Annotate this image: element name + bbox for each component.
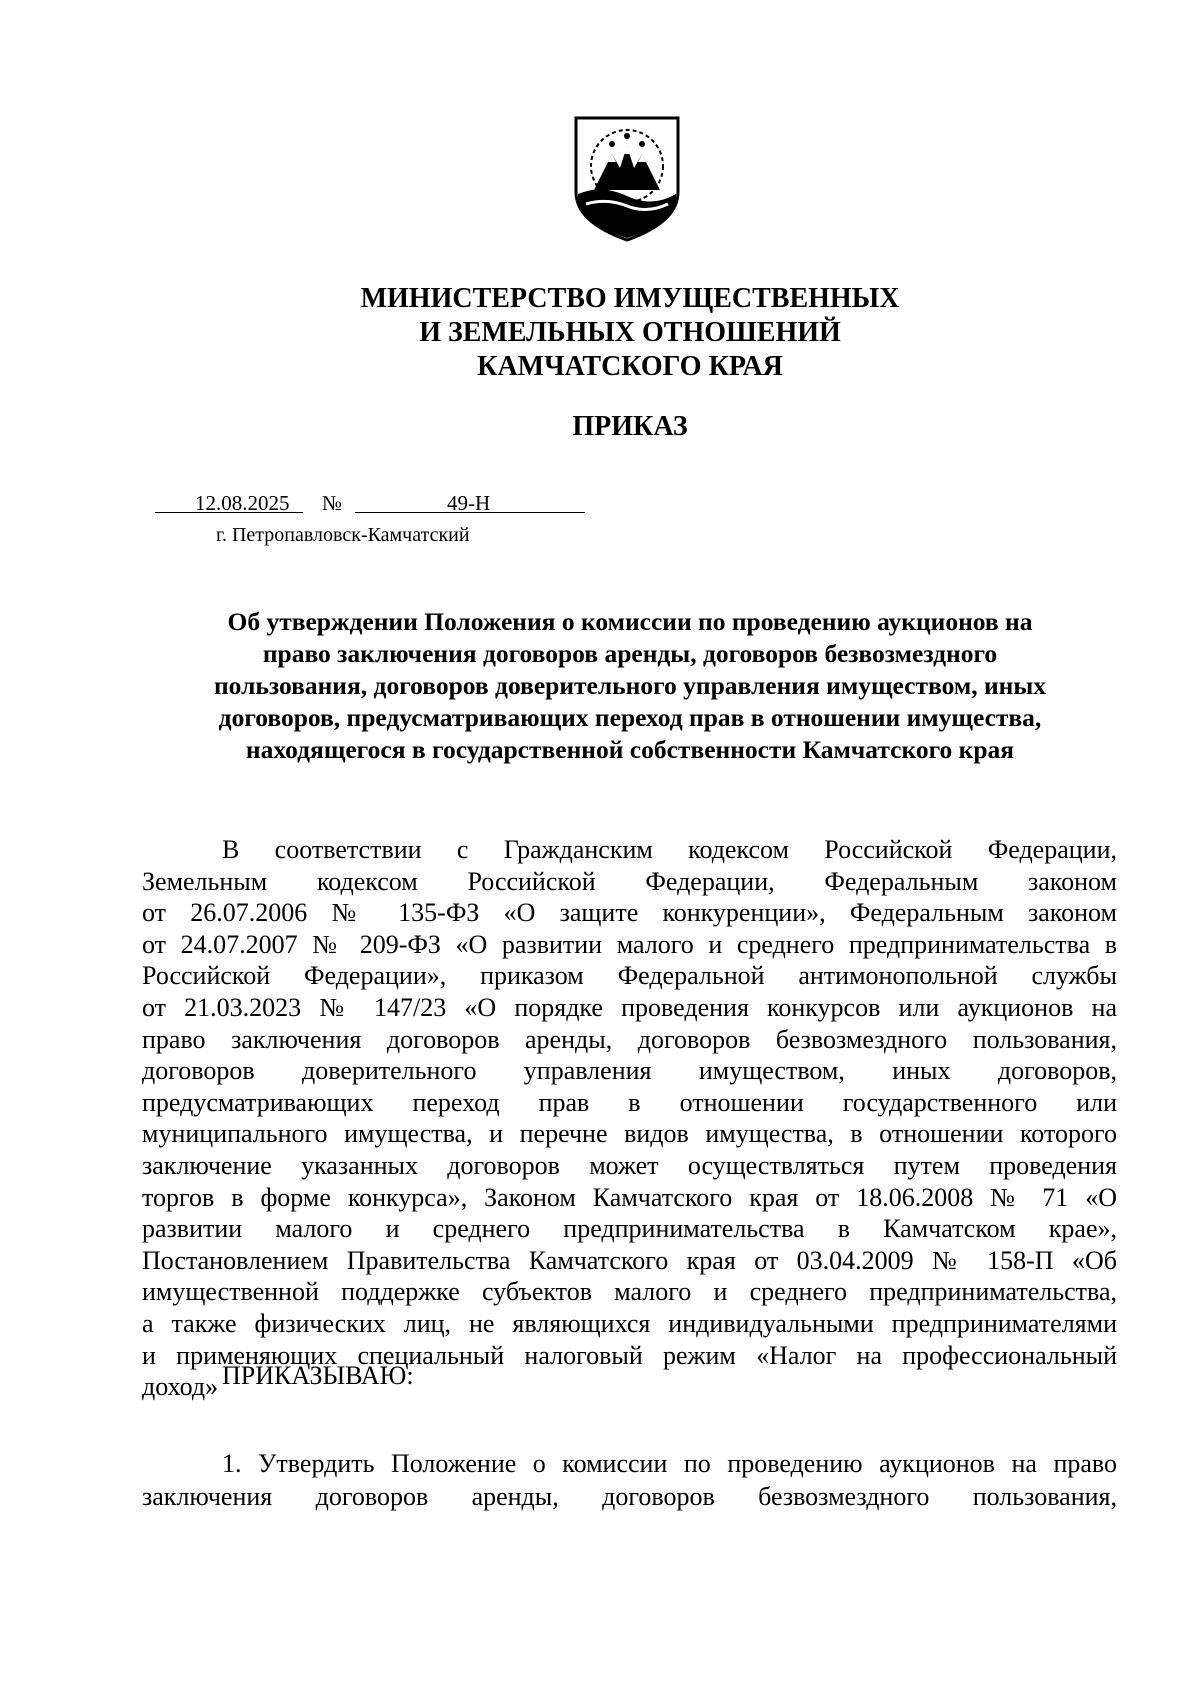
order-word: ПРИКАЗЫВАЮ:	[222, 1361, 414, 1390]
order-subject	[140, 606, 1120, 766]
preamble-line: а также физических лиц, не являющихся индивидуальными предпринимателями	[142, 1308, 1117, 1338]
preamble-line: В соответствии с Гражданским кодексом Российской Федерации,	[222, 835, 1117, 864]
subject-line: договоров, предусматривающих переход прав в отношении имущества,	[218, 703, 1042, 732]
preamble-line: от 21.03.2023 № 147/23 «О порядке проведения конкурсов или аукционов на	[142, 992, 1117, 1022]
preamble-line: доход»	[142, 1372, 219, 1402]
point-line: заключения договоров аренды, договоров безвозмездного пользования,	[142, 1482, 1117, 1511]
preamble-line: от 24.07.2007 № 209-ФЗ «О развитии малого и среднего предпринимательства в	[142, 929, 1117, 959]
ministry-line-2: И ЗЕМЕЛЬНЫХ ОТНОШЕНИЙ	[419, 317, 841, 348]
preamble-line: торгов в форме конкурса», Законом Камчатского края от 18.06.2008 № 71 «О	[142, 1182, 1117, 1212]
preamble-line: Постановлением Правительства Камчатского края от 03.04.2009 № 158-П «Об	[142, 1245, 1117, 1275]
order-point-1	[142, 1447, 1117, 1513]
preamble-paragraph	[142, 834, 1117, 1403]
document-type: ПРИКАЗ	[572, 411, 688, 442]
subject-line: Об утверждении Положения о комиссии по проведению аукционов на	[227, 607, 1033, 636]
ministry-line-3: КАМЧАТСКОГО КРАЯ	[477, 351, 783, 382]
order-date: 12.08.2025	[195, 491, 290, 515]
order-number-sign: №	[322, 491, 343, 515]
number-underline	[355, 512, 585, 513]
point-line: 1. Утвердить Положение о комиссии по проведению аукционов на право	[222, 1449, 1117, 1478]
preamble-line: имущественной поддержке субъектов малого и среднего предпринимательства,	[142, 1277, 1117, 1307]
date-underline	[155, 512, 303, 513]
preamble-line: Российской Федерации», приказом Федеральной антимонопольной службы	[142, 961, 1117, 991]
preamble-line: муниципального имущества, и перечне видов имущества, в отношении которого	[142, 1119, 1117, 1149]
preamble-line: от 26.07.2006 № 135-ФЗ «О защите конкуренции», Федеральным законом	[142, 898, 1117, 928]
preamble-line: предусматривающих переход прав в отношении государственного или	[142, 1087, 1117, 1117]
preamble-line: право заключения договоров аренды, договоров безвозмездного пользования,	[142, 1024, 1117, 1054]
ministry-line-1: МИНИСТЕРСТВО ИМУЩЕСТВЕННЫХ	[360, 283, 900, 314]
order-city: г. Петропавловск-Камчатский	[216, 524, 470, 546]
preamble-line: Земельным кодексом Российской Федерации, Федеральным законом	[142, 866, 1117, 896]
preamble-line: развитии малого и среднего предпринимательства в Камчатском крае»,	[142, 1214, 1117, 1244]
ministry-name	[0, 282, 1200, 384]
preamble-line: договоров доверительного управления имуществом, иных договоров,	[142, 1056, 1117, 1086]
kamchatka-coat-of-arms-icon	[572, 114, 682, 244]
subject-line: находящегося в государственной собственности Камчатского края	[245, 735, 1015, 764]
preamble-line: и применяющих специальный налоговый режим «Налог на профессиональный	[142, 1340, 1117, 1370]
order-number: 49-Н	[447, 491, 491, 515]
subject-line: право заключения договоров аренды, договоров безвозмездного	[262, 639, 998, 668]
preamble-line: заключение указанных договоров может осуществляться путем проведения	[142, 1150, 1117, 1180]
subject-line: пользования, договоров доверительного управления имуществом, иных	[213, 671, 1046, 700]
